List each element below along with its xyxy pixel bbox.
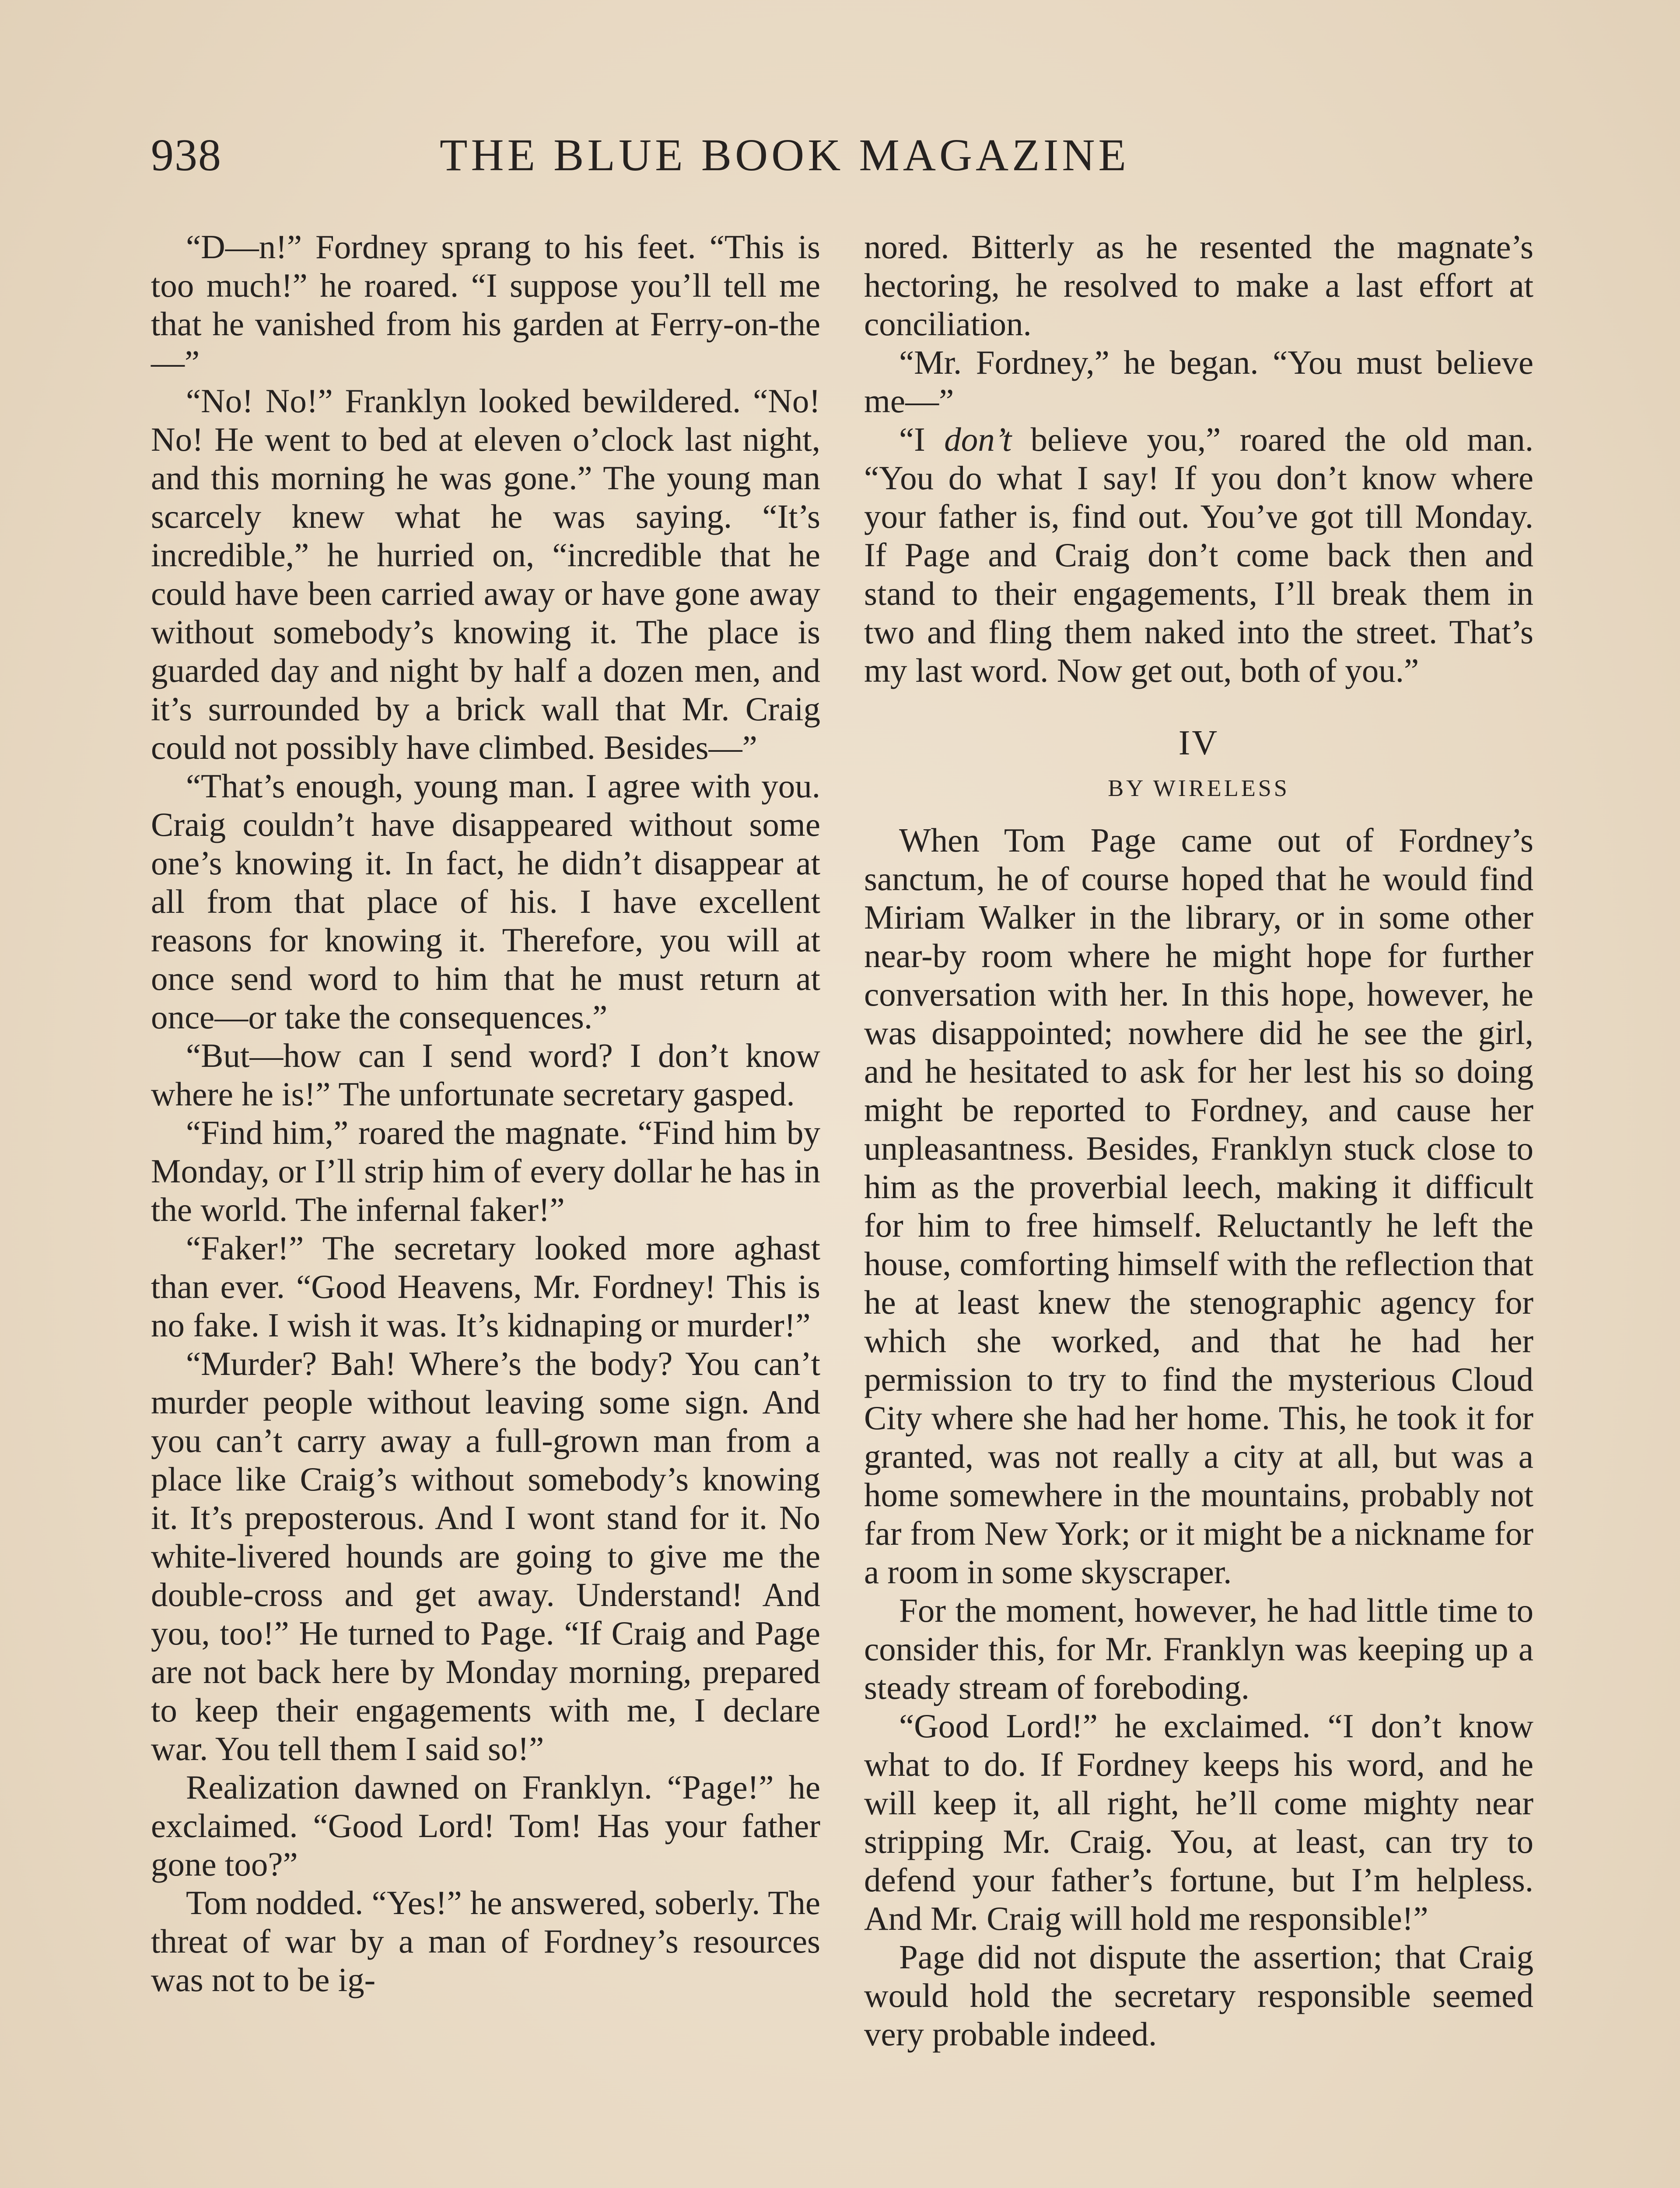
left-column bbox=[151, 228, 820, 1999]
paragraph: “That’s enough, young man. I agree with you. Craig couldn’t have disappeared without some one’s knowing it. In fact, he didn’t disappear at all from that place of his. I have excellent reasons for knowing it. Therefore, you will at once send word to him that he must return at once—or take the consequences.” bbox=[151, 767, 820, 1036]
text-run: believe you,” roared the old man. “You do what I say! If you don’t know where your father is, find out. You’ve got till Monday. If Page and Craig don’t come back then and stand to their engagements, I’ll break them in two and fling them naked into the street. That’s my last word. Now get out, both of you.” bbox=[864, 421, 1533, 689]
emphasis-text: don’t bbox=[944, 421, 1012, 458]
text-run: “I bbox=[899, 421, 945, 458]
paragraph: For the moment, however, he had little time to consider this, for Mr. Franklyn was keeping up a steady stream of foreboding. bbox=[864, 1592, 1533, 1706]
magazine-title: THE BLUE BOOK MAGAZINE bbox=[440, 130, 1130, 180]
paragraph: “Mr. Fordney,” he began. “You must believe me—” bbox=[864, 344, 1533, 420]
paragraph: When Tom Page came out of Fordney’s sanctum, he of course hoped that he would find Miriam Walker in the library, or in some other near-by room where he might hope for further conversation with her. In this hope, however, he was disappointed; nowhere did he see the girl, and he hesitated to ask for her lest his so doing might be reported to Fordney, and cause her unpleasantness. Besides, Franklyn stuck close to him as the proverbial leech, making it difficult for him to free himself. Reluctantly he left the house, comforting himself with the reflection that he at least knew the stenographic agency for which she worked, and that he had her permission to try to find the mysterious Cloud City where she had her home. This, he took it for granted, was not really a city at all, but was a home somewhere in the mountains, probably not far from New York; or it might be a nickname for a room in some skyscraper. bbox=[864, 821, 1533, 1591]
paragraph: “D—n!” Fordney sprang to his feet. “This is too much!” he roared. “I suppose you’ll tell me that he vanished from his garden at Ferry-on-the—” bbox=[151, 228, 820, 381]
paragraph: “But—how can I send word? I don’t know where he is!” The unfortunate secretary gasped. bbox=[151, 1037, 820, 1113]
page-header bbox=[151, 123, 1542, 188]
right-column bbox=[864, 228, 1533, 2053]
paragraph: “No! No!” Franklyn looked bewildered. “No! No! He went to bed at eleven o’clock last night, and this morning he was gone.” The young man scarcely knew what he was saying. “It’s incredible,” he hurried on, “incredible that he could have been carried away or have gone away without somebody’s knowing it. The place is guarded day and night by half a dozen men, and it’s surrounded by a brick wall that Mr. Craig could not possibly have climbed. Besides—” bbox=[151, 382, 820, 766]
paragraph: “Murder? Bah! Where’s the body? You can’t murder people without leaving some sign. And you can’t carry away a full-grown man from a place like Craig’s without somebody’s knowing it. It’s preposterous. And I wont stand for it. No white-livered hounds are going to give me the double-cross and get away. Understand! And you, too!” He turned to Page. “If Craig and Page are not back here by Monday morning, prepared to keep their engagements with me, I declare war. You tell them I said so!” bbox=[151, 1345, 820, 1767]
page-number: 938 bbox=[151, 130, 222, 180]
paragraph-with-emphasis bbox=[864, 420, 1533, 690]
paragraph: “Find him,” roared the magnate. “Find him by Monday, or I’ll strip him of every dollar he has in the world. The infernal faker!” bbox=[151, 1114, 820, 1228]
chapter-numeral: IV bbox=[1178, 724, 1219, 762]
paragraph: “Good Lord!” he exclaimed. “I don’t know what to do. If Fordney keeps his word, and he will keep it, all right, he’ll come mighty near stripping Mr. Craig. You, at least, can try to defend your father’s fortune, but I’m helpless. And Mr. Craig will hold me responsible!” bbox=[864, 1707, 1533, 1937]
paragraph: “Faker!” The secretary looked more aghast than ever. “Good Heavens, Mr. Fordney! This is no fake. I wish it was. It’s kidnaping or murder!” bbox=[151, 1229, 820, 1344]
chapter-title: BY WIRELESS bbox=[1108, 775, 1290, 801]
paragraph-continuation: nored. Bitterly as he resented the magnate’s hectoring, he resolved to make a last effort at conciliation. bbox=[864, 228, 1533, 343]
paragraph: Realization dawned on Franklyn. “Page!” he exclaimed. “Good Lord! Tom! Has your father gone too?” bbox=[151, 1768, 820, 1883]
paragraph: Page did not dispute the assertion; that Craig would hold the secretary responsible seemed very probable indeed. bbox=[864, 1938, 1533, 2053]
paragraph: Tom nodded. “Yes!” he answered, soberly. The threat of war by a man of Fordney’s resources was not to be ig- bbox=[151, 1884, 820, 1999]
